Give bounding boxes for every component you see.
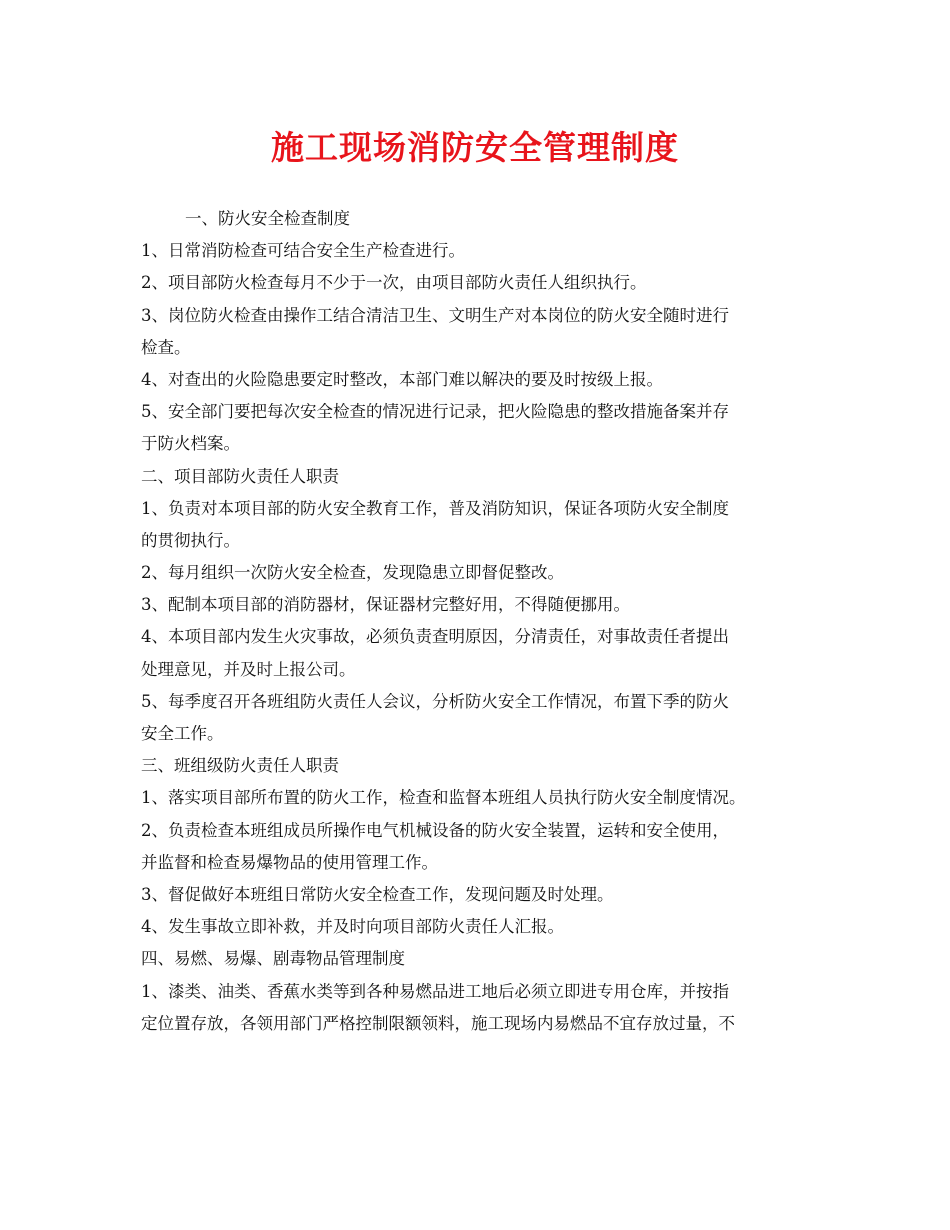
text-line: 5、每季度召开各班组防火责任人会议，分析防火安全工作情况，布置下季的防火 [141,691,729,711]
section-heading-1: 一、防火安全检查制度 [185,209,350,228]
text-line: 4、本项目部内发生火灾事故，必须负责查明原因，分清责任，对事故责任者提出 [141,627,729,647]
text-line: 4、发生事故立即补救，并及时向项目部防火责任人汇报。 [141,917,564,937]
section-heading-4: 四、易燃、易爆、剧毒物品管理制度 [141,949,405,969]
text-line: 4、对查出的火险隐患要定时整改，本部门难以解决的要及时按级上报。 [141,369,663,389]
text-line: 1、落实项目部所布置的防火工作，检查和监督本班组人员执行防火安全制度情况。 [141,788,746,808]
text-line: 2、每月组织一次防火安全检查，发现隐患立即督促整改。 [141,563,564,583]
text-line: 3、配制本项目部的消防器材，保证器材完整好用，不得随便挪用。 [141,595,630,615]
text-line: 的贯彻执行。 [141,530,240,550]
section-heading-2: 二、项目部防火责任人职责 [141,466,339,486]
text-line: 检查。 [141,337,191,357]
text-line: 定位置存放，各领用部门严格控制限额领料，施工现场内易燃品不宜存放过量，不 [141,1013,735,1033]
text-line: 处理意见，并及时上报公司。 [141,659,356,679]
text-line: 2、负责检查本班组成员所操作电气机械设备的防火安全装置，运转和安全使用， [141,820,729,840]
document-title: 施工现场消防安全管理制度 [271,128,679,167]
text-line: 2、项目部防火检查每月不少于一次，由项目部防火责任人组织执行。 [141,273,647,293]
text-line: 5、安全部门要把每次安全检查的情况进行记录，把火险隐患的整改措施备案并存 [141,402,729,422]
text-line: 3、督促做好本班组日常防火安全检查工作，发现问题及时处理。 [141,884,614,904]
text-line: 1、漆类、油类、香蕉水类等到各种易燃品进工地后必须立即进专用仓库，并按指 [141,981,729,1001]
text-line: 3、岗位防火检查由操作工结合清洁卫生、文明生产对本岗位的防火安全随时进行 [141,305,729,325]
text-line: 于防火档案。 [141,434,240,454]
section-heading-3: 三、班组级防火责任人职责 [141,756,339,776]
text-line: 并监督和检查易爆物品的使用管理工作。 [141,852,438,872]
text-line: 1、负责对本项目部的防火安全教育工作，普及消防知识，保证各项防火安全制度 [141,498,729,518]
text-line: 安全工作。 [141,724,224,743]
document-body [141,203,813,1040]
text-line: 1、日常消防检查可结合安全生产检查进行。 [141,241,465,261]
